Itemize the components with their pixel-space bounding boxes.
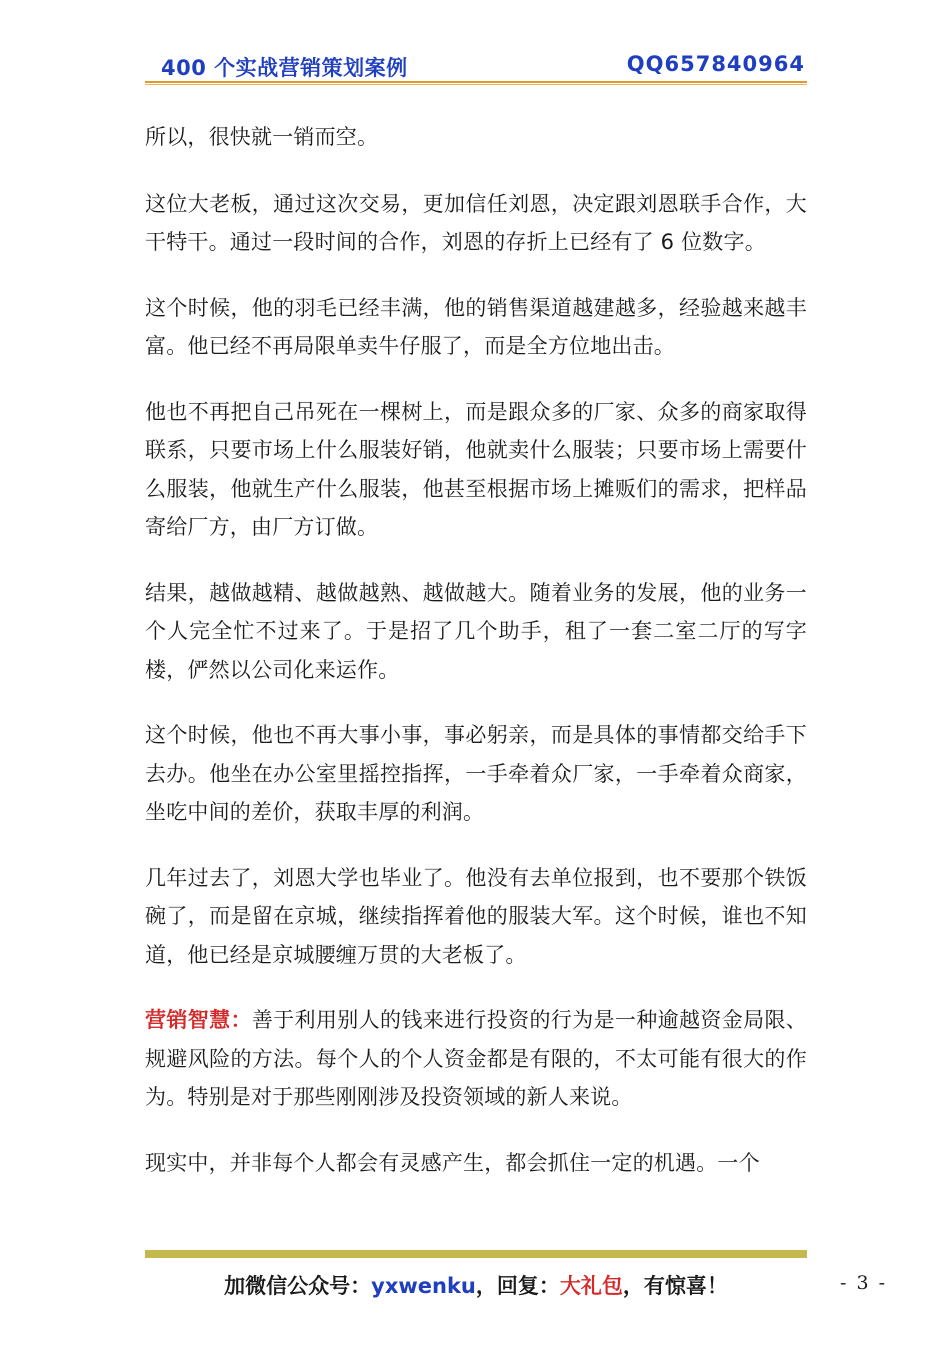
paragraph: 他也不再把自己吊死在一棵树上，而是跟众多的厂家、众多的商家取得联系，只要市场上什么服装好销，他就卖什么服装；只要市场上需要什么服装，他就生产什么服装，他甚至根据市场上摊贩们的需求，把样品寄给厂方，由厂方订做。 bbox=[145, 399, 807, 539]
wisdom-label: 营销智慧： bbox=[145, 1008, 252, 1032]
footer-account: yxwenku bbox=[371, 1274, 476, 1298]
header-rule-thin bbox=[145, 84, 807, 85]
paragraph: 结果，越做越精、越做越熟、越做越大。随着业务的发展，他的业务一个人完全忙不过来了。于是招了几个助手，租了一套二室二厅的写字楼，俨然以公司化来运作。 bbox=[145, 580, 807, 682]
header-title: 400 个实战营销策划案例 bbox=[161, 56, 408, 80]
wisdom-paragraph bbox=[145, 1001, 807, 1117]
wisdom-text: 善于利用别人的钱来进行投资的行为是一种逾越资金局限、规避风险的方法。每个人的个人资金都是有限的，不太可能有很大的作为。特别是对于那些刚刚涉及投资领域的新人来说。 bbox=[145, 1008, 808, 1109]
footer-promo bbox=[145, 1270, 807, 1300]
footer-keyword: 大礼包 bbox=[559, 1274, 623, 1298]
footer-prefix: 加微信公众号： bbox=[224, 1274, 372, 1298]
paragraph: 这个时候，他的羽毛已经丰满，他的销售渠道越建越多，经验越来越丰富。他已经不再局限单卖牛仔服了，而是全方位地出击。 bbox=[145, 295, 807, 358]
paragraph: 几年过去了，刘恩大学也毕业了。他没有去单位报到，也不要那个铁饭碗了，而是留在京城，继续指挥着他的服装大军。这个时候，谁也不知道，他已经是京城腰缠万贯的大老板了。 bbox=[145, 865, 807, 967]
document-body bbox=[145, 118, 807, 1209]
paragraph: 这位大老板，通过这次交易，更加信任刘恩，决定跟刘恩联手合作，大干特干。通过一段时间的合作，刘恩的存折上已经有了 6 位数字。 bbox=[145, 191, 807, 254]
footer-suffix: ，有惊喜！ bbox=[622, 1274, 728, 1298]
paragraph: 现实中，并非每个人都会有灵感产生，都会抓住一定的机遇。一个 bbox=[145, 1150, 760, 1175]
page-number: - 3 - bbox=[840, 1272, 888, 1294]
page-header bbox=[145, 50, 807, 80]
paragraph: 所以，很快就一销而空。 bbox=[145, 125, 379, 149]
paragraph: 这个时候，他也不再大事小事，事必躬亲，而是具体的事情都交给手下去办。他坐在办公室里摇控指挥，一手牵着众厂家，一手牵着众商家，坐吃中间的差价，获取丰厚的利润。 bbox=[145, 723, 807, 824]
header-qq: QQ657840964 bbox=[626, 52, 805, 76]
footer-middle: ，回复： bbox=[475, 1274, 560, 1298]
footer-rule bbox=[145, 1250, 807, 1258]
header-rule bbox=[145, 81, 807, 83]
